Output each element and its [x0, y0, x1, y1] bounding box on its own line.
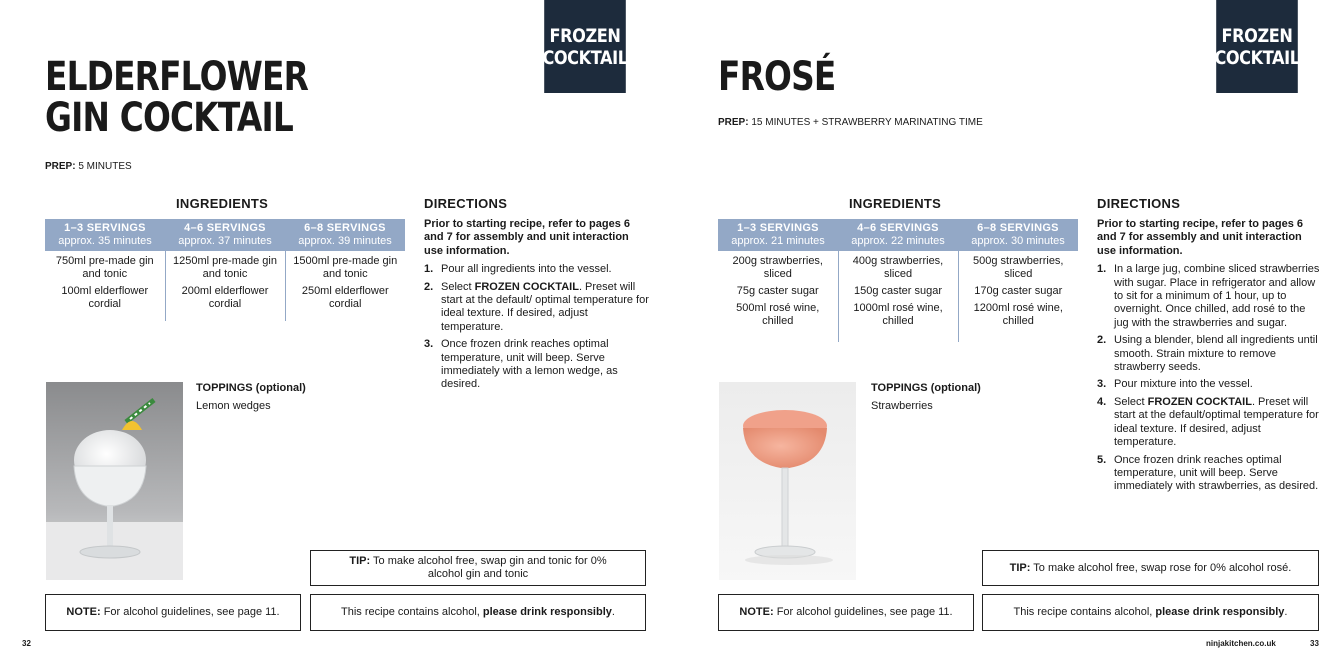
step-number: 5.	[1097, 453, 1107, 466]
elderflower-gin-photo	[46, 382, 183, 580]
title-line: FROSÉ	[718, 54, 836, 100]
time-label: approx. 22 minutes	[851, 235, 945, 247]
preset-name: FROZEN COCKTAIL	[474, 280, 579, 293]
directions-list	[1097, 263, 1322, 494]
tip-box	[982, 550, 1319, 586]
title-line: ELDERFLOWER	[45, 54, 309, 100]
recipe-title	[45, 54, 309, 141]
ingredient-item: 200g strawberries, sliced	[732, 255, 823, 280]
step-text: Once frozen drink reaches optimal temperature, unit will beep. Serve immediately with strawberries, as desired.	[1114, 453, 1319, 493]
servings-header	[718, 219, 838, 251]
step-text: Using a blender, blend all ingredients until smooth. Strain mixture to remove strawberry seeds.	[1114, 334, 1318, 374]
ingredient-item: 250ml elderflower cordial	[301, 285, 389, 310]
toppings	[871, 382, 981, 412]
prep-label: PREP:	[45, 161, 76, 172]
ingredients-heading: INGREDIENTS	[176, 196, 269, 211]
page-number: 33	[1310, 639, 1319, 648]
ingredient-item: 1500ml pre-made gin and tonic	[293, 255, 398, 280]
toppings-heading: TOPPINGS (optional)	[871, 382, 981, 394]
prep-value: 5 MINUTES	[78, 161, 132, 172]
time-label: approx. 39 minutes	[298, 235, 392, 247]
ingredients-table	[718, 219, 1078, 342]
direction-step	[1097, 396, 1322, 450]
alcohol-emphasis: please drink responsibly	[482, 606, 612, 618]
toppings-text: Strawberries	[871, 400, 933, 412]
ingredient-item: 200ml elderflower cordial	[181, 285, 269, 310]
frozen-cocktail-badge	[544, 0, 626, 93]
directions-list	[424, 263, 649, 392]
left-page	[0, 0, 669, 666]
tip-text: To make alcohol free, swap gin and tonic for 0% alcohol gin and tonic	[373, 555, 607, 580]
step-text: Pour mixture into the vessel.	[1114, 378, 1253, 391]
servings-label: 4–6 SERVINGS	[857, 222, 939, 234]
alcohol-warning-box	[310, 594, 646, 631]
ingredient-item: 170g caster sugar	[974, 285, 1063, 297]
badge-line: FROZEN	[549, 24, 621, 47]
servings-label: 6–8 SERVINGS	[977, 222, 1059, 234]
step-text: Select	[1114, 395, 1148, 408]
directions-intro: Prior to starting recipe, refer to pages 6 and 7 for assembly and unit interaction use information.	[424, 218, 631, 257]
ingredient-cell	[718, 251, 838, 342]
frozen-cocktail-badge	[1216, 0, 1298, 93]
ingredient-cell	[45, 251, 165, 321]
step-text: In a large jug, combine sliced strawberries with sugar. Place in refrigerator and allow to sit for a minimum of 1 hour, up to overnight. Once chilled, add rosé to the jug with the strawberries and sugar.	[1114, 263, 1320, 329]
frose-photo	[719, 382, 856, 580]
servings-label: 1–3 SERVINGS	[737, 222, 819, 234]
time-label: approx. 30 minutes	[971, 235, 1065, 247]
ingredients-heading: INGREDIENTS	[849, 196, 942, 211]
website-url: ninjakitchen.co.uk	[1206, 639, 1276, 648]
directions	[424, 218, 649, 396]
note-text: For alcohol guidelines, see page 11.	[103, 606, 280, 618]
servings-header	[285, 219, 405, 251]
direction-step	[1097, 454, 1322, 494]
directions-intro: Prior to starting recipe, refer to pages 6 and 7 for assembly and unit interaction use information.	[1097, 218, 1304, 257]
toppings	[196, 382, 306, 412]
servings-header	[838, 219, 958, 251]
ingredient-item: 500ml rosé wine, chilled	[736, 302, 820, 327]
ingredient-cell	[285, 251, 405, 321]
step-number: 1.	[424, 263, 434, 276]
step-number: 3.	[424, 338, 434, 351]
note-box	[45, 594, 301, 631]
note-box	[718, 594, 974, 631]
badge-line: FROZEN	[1221, 24, 1293, 47]
tip-text: To make alcohol free, swap rose for 0% alcohol rosé.	[1033, 561, 1292, 574]
note-label: NOTE:	[739, 606, 774, 618]
step-text: . Preset will start at the default/ optimal temperature for ideal texture. If desired, adjust temperature.	[441, 280, 649, 333]
title-line: GIN COCKTAIL	[45, 95, 293, 141]
time-label: approx. 35 minutes	[58, 235, 152, 247]
servings-label: 1–3 SERVINGS	[64, 222, 146, 234]
tip-label: TIP:	[1009, 561, 1031, 574]
ingredient-item: 1250ml pre-made gin and tonic	[173, 255, 277, 280]
directions-heading: DIRECTIONS	[1097, 196, 1181, 211]
ingredient-item: 150g caster sugar	[853, 285, 943, 297]
toppings-text: Lemon wedges	[196, 400, 271, 412]
direction-step	[1097, 334, 1322, 374]
ingredient-item: 75g caster sugar	[736, 285, 819, 297]
direction-step	[424, 338, 649, 392]
step-text: Select	[441, 280, 475, 293]
tip-label: TIP:	[349, 555, 371, 567]
recipe-title	[718, 54, 836, 100]
step-number: 4.	[1097, 395, 1107, 408]
page-number: 32	[22, 639, 31, 648]
direction-step	[1097, 378, 1322, 391]
ingredient-cell	[838, 251, 958, 342]
directions-heading: DIRECTIONS	[424, 196, 508, 211]
ingredient-item: 100ml elderflower cordial	[61, 285, 149, 310]
step-number: 1.	[1097, 263, 1107, 276]
direction-step	[424, 281, 649, 335]
prep-time	[45, 161, 132, 172]
servings-header	[958, 219, 1078, 251]
direction-step	[1097, 263, 1322, 330]
step-number: 3.	[1097, 378, 1107, 391]
time-label: approx. 21 minutes	[731, 235, 825, 247]
ingredients-table	[45, 219, 405, 321]
alcohol-text: .	[1284, 606, 1288, 618]
note-text: For alcohol guidelines, see page 11.	[776, 606, 953, 618]
preset-name: FROZEN COCKTAIL	[1147, 395, 1252, 408]
note-label: NOTE:	[66, 606, 101, 618]
ingredient-item: 1200ml rosé wine, chilled	[973, 302, 1063, 327]
ingredient-item: 500g strawberries, sliced	[973, 255, 1064, 280]
alcohol-text: .	[611, 606, 615, 618]
ingredient-cell	[165, 251, 285, 321]
servings-header	[165, 219, 285, 251]
right-page	[670, 0, 1339, 666]
badge-line: COCKTAIL	[1214, 46, 1300, 69]
step-number: 2.	[424, 280, 434, 293]
time-label: approx. 37 minutes	[178, 235, 272, 247]
step-text: . Preset will start at the default/optimal temperature for ideal texture. If desired, adjust temperature.	[1114, 395, 1319, 449]
alcohol-emphasis: please drink responsibly	[1155, 606, 1285, 618]
servings-label: 4–6 SERVINGS	[184, 222, 266, 234]
directions	[1097, 218, 1322, 498]
servings-header	[45, 219, 165, 251]
ingredient-item: 400g strawberries, sliced	[852, 255, 944, 280]
coupe-glass-illustration	[719, 382, 856, 580]
cocktail-glass-illustration	[46, 382, 183, 580]
alcohol-text: This recipe contains alcohol,	[1013, 606, 1156, 618]
alcohol-text: This recipe contains alcohol,	[341, 606, 483, 618]
servings-label: 6–8 SERVINGS	[304, 222, 386, 234]
prep-value: 15 MINUTES + STRAWBERRY MARINATING TIME	[751, 117, 983, 128]
alcohol-warning-box	[982, 594, 1319, 631]
tip-box	[310, 550, 646, 586]
prep-time	[718, 117, 983, 128]
ingredient-cell	[958, 251, 1078, 342]
badge-line: COCKTAIL	[542, 46, 628, 69]
toppings-heading: TOPPINGS (optional)	[196, 382, 306, 394]
direction-step	[424, 263, 649, 276]
step-text: Once frozen drink reaches optimal temperature, unit will beep. Serve immediately with a lemon wedge, as desired.	[441, 338, 618, 391]
prep-label: PREP:	[718, 117, 749, 128]
ingredient-item: 750ml pre-made gin and tonic	[55, 255, 154, 280]
step-number: 2.	[1097, 334, 1107, 347]
step-text: Pour all ingredients into the vessel.	[441, 263, 612, 276]
ingredient-item: 1000ml rosé wine, chilled	[853, 302, 943, 327]
